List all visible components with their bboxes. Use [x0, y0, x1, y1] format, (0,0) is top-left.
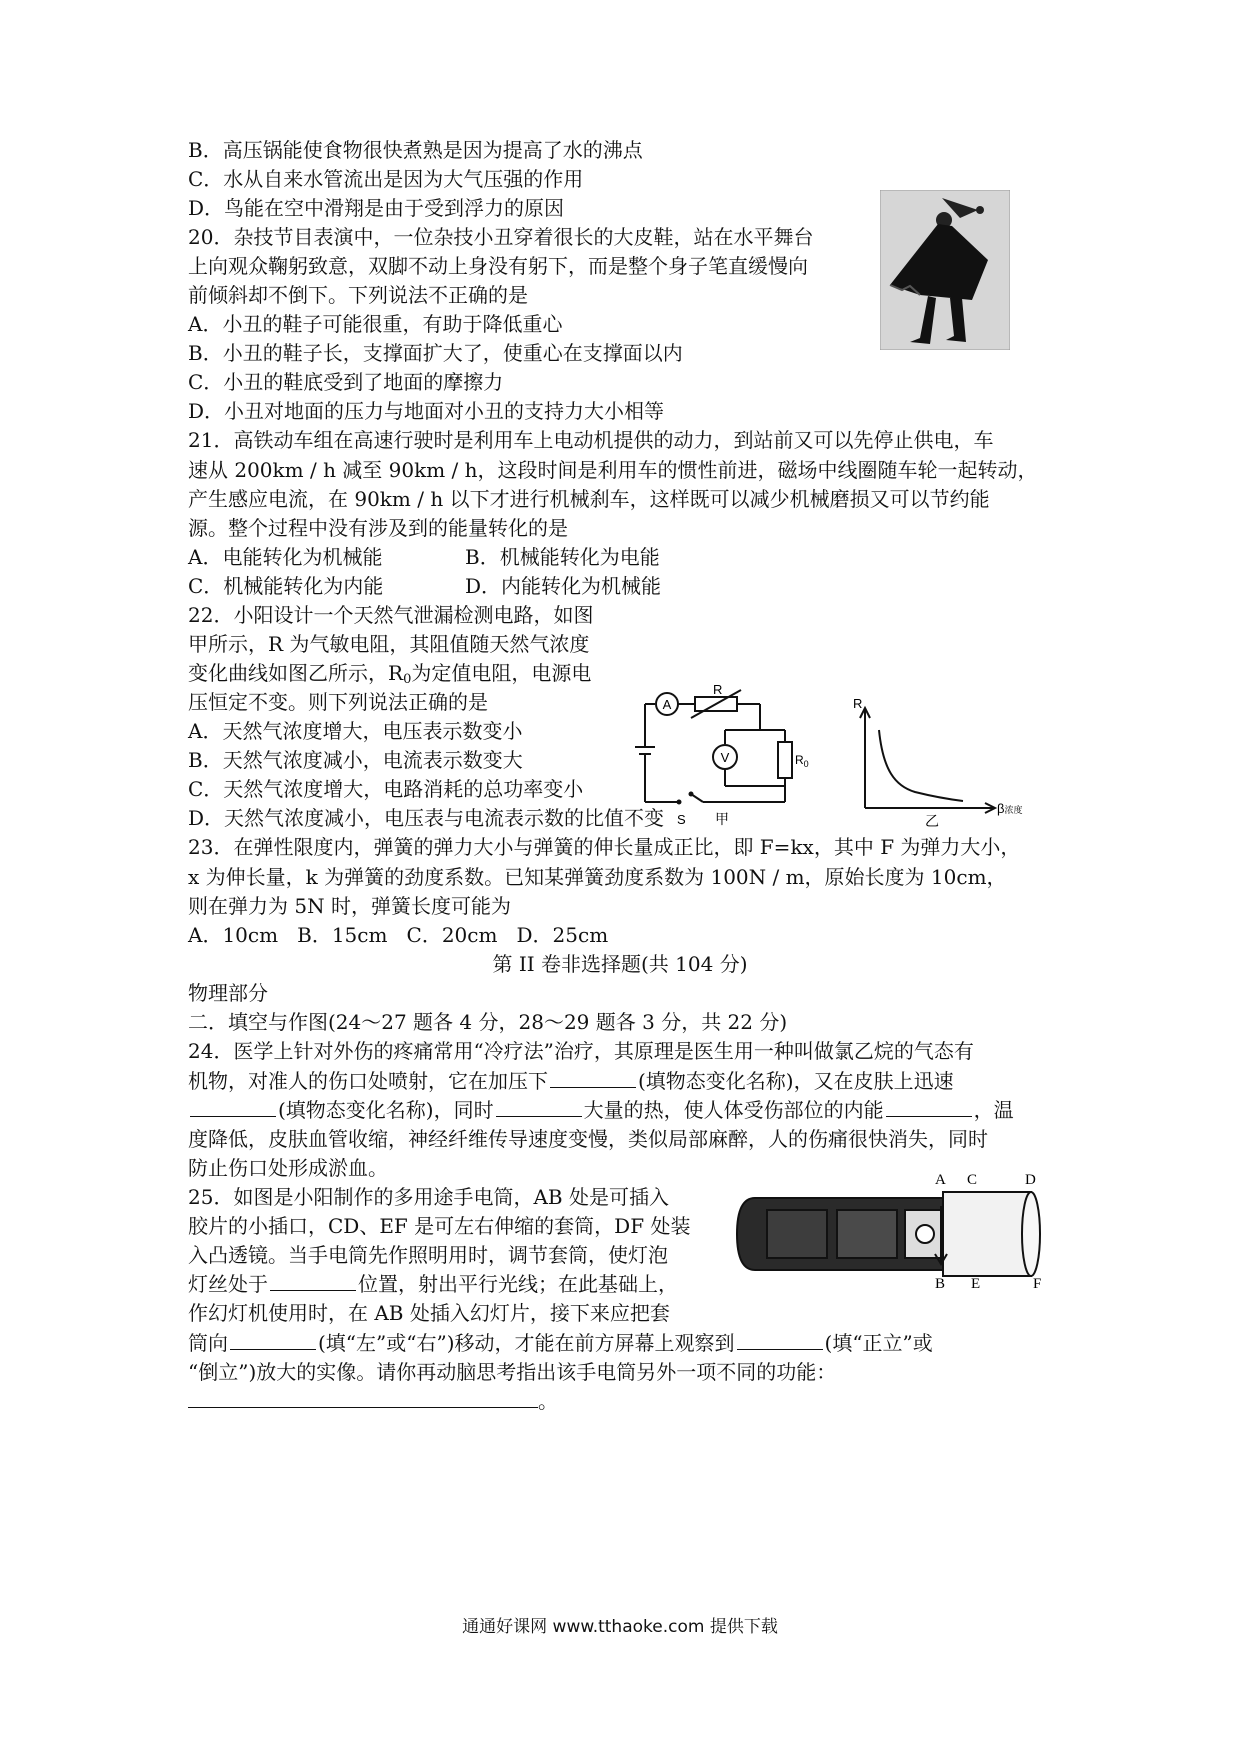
q21-stem-line3: 产生感应电流，在 90km / h 以下才进行机械刹车，这样既可以减少机械磨损又可以节约能 [188, 487, 990, 511]
ammeter-label: A [662, 697, 672, 712]
figure-yi-caption: 乙 [925, 814, 939, 830]
q25-line6: 筒向 (填“左”或“右”)移动，才能在前方屏幕上观察到 (填“正立”或 [188, 1331, 933, 1355]
flashlight-diagram [735, 1170, 1065, 1290]
q24-line5: 防止伤口处形成淤血。 [188, 1156, 388, 1180]
q23-stem-line2: x 为伸长量，k 为弹簧的劲度系数。已知某弹簧劲度系数为 100N / m，原始长度为 10cm， [188, 865, 1007, 889]
q25-line5: 作幻灯机使用时，在 AB 处插入幻灯片，接下来应把套 [188, 1301, 670, 1325]
resistor-r-label: R [713, 682, 723, 697]
q25-line8: 。 [188, 1386, 558, 1416]
q21-stem-line1: 21．高铁动车组在高速行驶时是利用车上电动机提供的动力，到站前又可以先停止供电，车 [188, 428, 994, 452]
voltmeter-label: V [720, 750, 730, 765]
q20-stem-line2: 上向观众鞠躬致意，双脚不动上身没有躬下，而是整个身子笔直缓慢向 [188, 254, 808, 278]
resistance-concentration-graph-yi [845, 690, 1035, 830]
circuit-diagram-jia [635, 682, 815, 832]
page-footer: 通通好课网 www.tthaoke.com 提供下载 [462, 1617, 778, 1637]
q25-line4: 灯丝处于 位置，射出平行光线；在此基础上， [188, 1272, 678, 1296]
q23-stem-line3: 则在弹力为 5N 时，弹簧长度可能为 [188, 894, 511, 918]
q25-line3: 入凸透镜。当手电筒先作照明用时，调节套筒，使灯泡 [188, 1243, 668, 1267]
graph-y-axis-label: R [853, 696, 863, 711]
q20-option-c: C．小丑的鞋底受到了地面的摩擦力 [188, 370, 504, 394]
q25-blank-2[interactable] [230, 1329, 316, 1350]
q21-option-b: B．机械能转化为电能 [465, 545, 660, 569]
q24-line4: 度降低，皮肤血管收缩，神经纤维传导速度变慢，类似局部麻醉，人的伤痛很快消失，同时 [188, 1127, 988, 1151]
q23-stem-line1: 23．在弹性限度内，弹簧的弹力大小与弹簧的伸长量成正比，即 F=kx，其中 F 为弹力大小， [188, 835, 1021, 859]
q22-option-c: C．天然气浓度增大，电路消耗的总功率变小 [188, 777, 584, 801]
flashlight-label-b: B [935, 1276, 946, 1290]
flashlight-label-e: E [971, 1276, 981, 1290]
section-title: 第 II 卷非选择题(共 104 分) [492, 952, 748, 976]
q19-option-d: D．鸟能在空中滑翔是由于受到浮力的原因 [188, 196, 565, 220]
q24-blank-4[interactable] [886, 1096, 972, 1117]
resistor-r0-label: $R_0$ [795, 753, 809, 769]
q24-blank-2[interactable] [190, 1096, 276, 1117]
q20-stem-line1: 20．杂技节目表演中，一位杂技小丑穿着很长的大皮鞋，站在水平舞台 [188, 225, 814, 249]
q22-option-a: A．天然气浓度增大，电压表示数变小 [188, 719, 523, 743]
q24-line1: 24．医学上针对外伤的疼痛常用“冷疗法”治疗，其原理是医生用一种叫做氯乙烷的气态有 [188, 1039, 974, 1063]
switch-label: S [677, 812, 686, 827]
q21-option-d: D．内能转化为机械能 [465, 574, 662, 598]
q24-blank-1[interactable] [550, 1067, 636, 1088]
q22-stem-line4: 压恒定不变。则下列说法正确的是 [188, 690, 488, 714]
q25-blank-1[interactable] [270, 1270, 356, 1291]
figure-jia-caption: 甲 [715, 812, 729, 828]
q25-line2: 胶片的小插口，CD、EF 是可左右伸缩的套筒，DF 处装 [188, 1214, 691, 1238]
q21-stem-line2: 速从 200km / h 减至 90km / h，这段时间是利用车的惯性前进，磁场中线圈随车轮一起转动， [188, 458, 1038, 482]
q20-option-b: B．小丑的鞋子长，支撑面扩大了，使重心在支撑面以内 [188, 341, 683, 365]
q22-stem-line2: 甲所示，R 为气敏电阻，其阻值随天然气浓度 [188, 632, 590, 656]
q22-stem-line3: 变化曲线如图乙所示，$R_0$为定值电阻，电源电 [188, 661, 592, 687]
clown-photo [880, 190, 1010, 350]
q19-option-c: C．水从自来水管流出是因为大气压强的作用 [188, 167, 584, 191]
q21-stem-line4: 源。整个过程中没有涉及到的能量转化的是 [188, 516, 568, 540]
q20-stem-line3: 前倾斜却不倒下。下列说法不正确的是 [188, 283, 528, 307]
q19-option-b: B．高压锅能使食物很快煮熟是因为提高了水的沸点 [188, 138, 643, 162]
q25-line1: 25．如图是小阳制作的多用途手电筒，AB 处是可插入 [188, 1185, 669, 1209]
q21-option-c: C．机械能转化为内能 [188, 574, 384, 598]
graph-x-axis-label: β浓度 [997, 801, 1023, 816]
q22-option-b: B．天然气浓度减小，电流表示数变大 [188, 748, 523, 772]
q20-option-a: A．小丑的鞋子可能很重，有助于降低重心 [188, 312, 563, 336]
q20-option-d: D．小丑对地面的压力与地面对小丑的支持力大小相等 [188, 399, 665, 423]
q24-line3: (填物态变化名称)，同时 大量的热，使人体受伤部位的内能 ，温 [188, 1095, 1014, 1125]
q25-blank-4[interactable] [188, 1387, 538, 1408]
q24-blank-3[interactable] [496, 1096, 582, 1117]
q25-line7: “倒立”)放大的实像。请你再动脑思考指出该手电筒另外一项不同的功能： [188, 1360, 837, 1384]
q23-options: A．10cm B．15cm C．20cm D．25cm [188, 923, 609, 947]
q22-option-d: D．天然气浓度减小，电压表与电流表示数的比值不变 [188, 806, 665, 830]
flashlight-label-f: F [1033, 1276, 1042, 1290]
q21-option-a: A．电能转化为机械能 [188, 545, 383, 569]
q24-line2: 机物，对准人的伤口处喷射，它在加压下 (填物态变化名称)，又在皮肤上迅速 [188, 1069, 954, 1093]
section-part: 物理部分 [188, 981, 268, 1005]
section-heading: 二．填空与作图(24～27 题各 4 分，28～29 题各 3 分，共 22 分) [188, 1010, 788, 1034]
q22-stem-line1: 22．小阳设计一个天然气泄漏检测电路，如图 [188, 603, 594, 627]
q25-blank-3[interactable] [737, 1329, 823, 1350]
flashlight-label-d: D [1025, 1172, 1036, 1188]
flashlight-label-a: A [935, 1172, 946, 1188]
flashlight-label-c: C [967, 1172, 978, 1188]
